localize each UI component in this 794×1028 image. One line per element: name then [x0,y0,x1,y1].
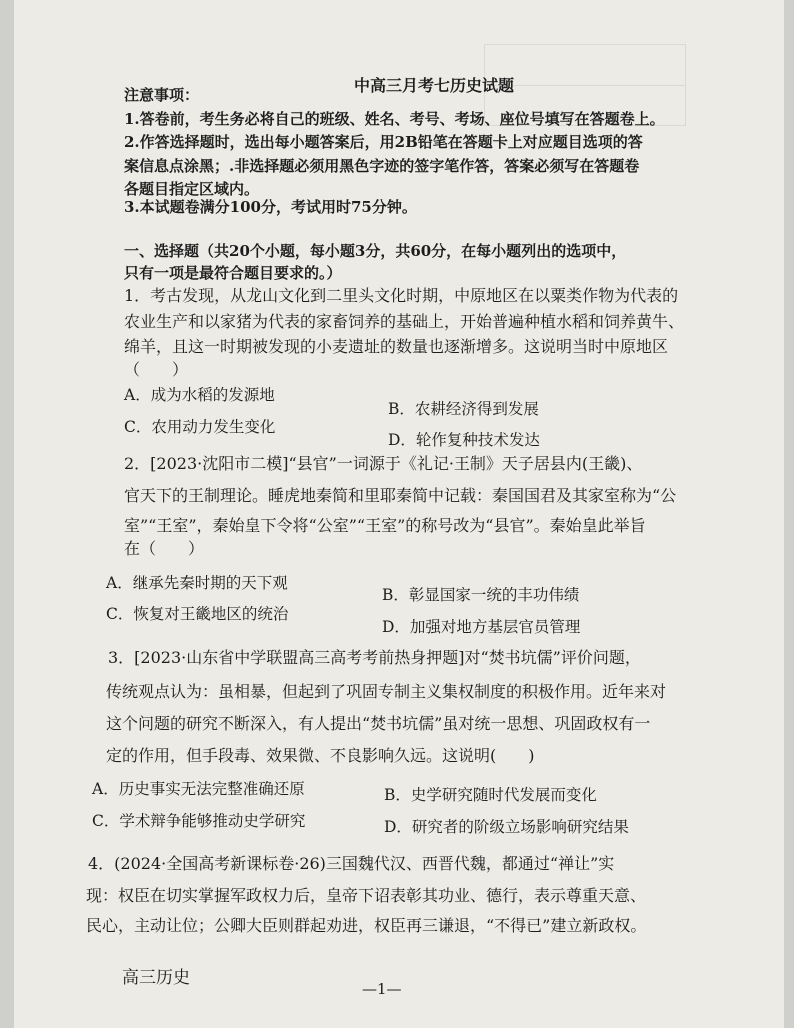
exam-page [14,0,784,1028]
q2-line-1: 2．[2023·沈阳市二模]“县官”一词源于《礼记·王制》天子居县内(王畿)、 [124,454,643,473]
subject-footer: 高三历史 [122,968,190,988]
q2-line-2: 官天下的王制理论。睡虎地秦简和里耶秦简中记载：秦国国君及其家室称为“公 [124,486,677,505]
q3-option-a: A．历史事实无法完整准确还原 [92,780,305,798]
q2-option-d: D．加强对地方基层官员管理 [382,618,581,636]
q4-line-2: 现：权臣在切实掌握军政权力后，皇帝下诏表彰其功业、德行，表示尊重天意、 [86,886,647,905]
notice-line-3: 案信息点涂黑；.非选择题必须用黑色字迹的签字笔作答，答案必须写在答题卷 [124,157,640,175]
page-number: —1— [362,980,402,998]
q3-line-2: 传统观点认为：虽相暴，但起到了巩固专制主义集权制度的积极作用。近年来对 [106,682,667,701]
q1-option-a: A．成为水稻的发源地 [124,386,275,404]
q1-option-c: C．农用动力发生变化 [124,418,276,436]
q1-line-1: 1．考古发现，从龙山文化到二里头文化时期，中原地区在以粟类作物为代表的 [124,286,679,305]
q3-option-d: D．研究者的阶级立场影响研究结果 [384,818,629,836]
q4-line-3: 民心，主动让位；公卿大臣则群起劝进，权臣再三谦退，“不得已”建立新政权。 [86,916,647,935]
notice-line-1: 1.答卷前，考生务必将自己的班级、姓名、考号、考场、座位号填写在答题卷上。 [124,110,665,128]
q2-option-b: B．彰显国家一统的丰功伟绩 [382,586,580,604]
q1-option-d: D．轮作复种技术发达 [388,431,540,449]
q1-line-3: 绵羊，且这一时期被发现的小麦遗址的数量也逐渐增多。这说明当时中原地区 [124,337,669,356]
section-heading-2: 只有一项是最符合题目要求的。） [124,264,342,282]
q1-option-b: B．农耕经济得到发展 [388,400,539,418]
q1-line-4: （ ） [124,360,189,379]
q3-line-1: 3．[2023·山东省中学联盟高三高考考前热身押题]对“焚书坑儒”评价问题， [108,648,641,667]
q3-line-3: 这个问题的研究不断深入，有人提出“焚书坑儒”虽对统一思想、巩固政权有一 [106,714,651,733]
q2-line-4: 在（ ） [124,539,205,558]
notice-heading: 注意事项： [124,86,200,104]
q2-option-a: A．继承先秦时期的天下观 [106,574,288,592]
page-title: 中高三月考七历史试题 [354,76,515,95]
q2-option-c: C．恢复对王畿地区的统治 [106,605,289,623]
q1-line-2: 农业生产和以家猪为代表的家畜饲养的基础上，开始普遍种植水稻和饲养黄牛、 [124,312,685,331]
q4-line-1: 4．(2024·全国高考新课标卷·26)三国魏代汉、西晋代魏，都通过“禅让”实 [88,854,615,873]
notice-line-2: 2.作答选择题时，选出每小题答案后，用2B铅笔在答题卡上对应题目选项的答 [124,133,643,151]
notice-line-4: 各题目指定区域内。 [124,180,260,198]
q3-option-c: C．学术辩争能够推动史学研究 [92,812,306,830]
notice-line-5: 3.本试题卷满分100分，考试用时75分钟。 [124,198,417,216]
q3-line-4: 定的作用，但手段毒、效果微、不良影响久远。这说明( ) [106,746,535,765]
section-heading-1: 一、选择题（共20个小题，每小题3分，共60分，在每小题列出的选项中， [124,242,627,260]
q3-option-b: B．史学研究随时代发展而变化 [384,786,597,804]
q2-line-3: 室”“王室”，秦始皇下令将“公室”“王室”的称号改为“县官”。秦始皇此举旨 [124,516,646,535]
